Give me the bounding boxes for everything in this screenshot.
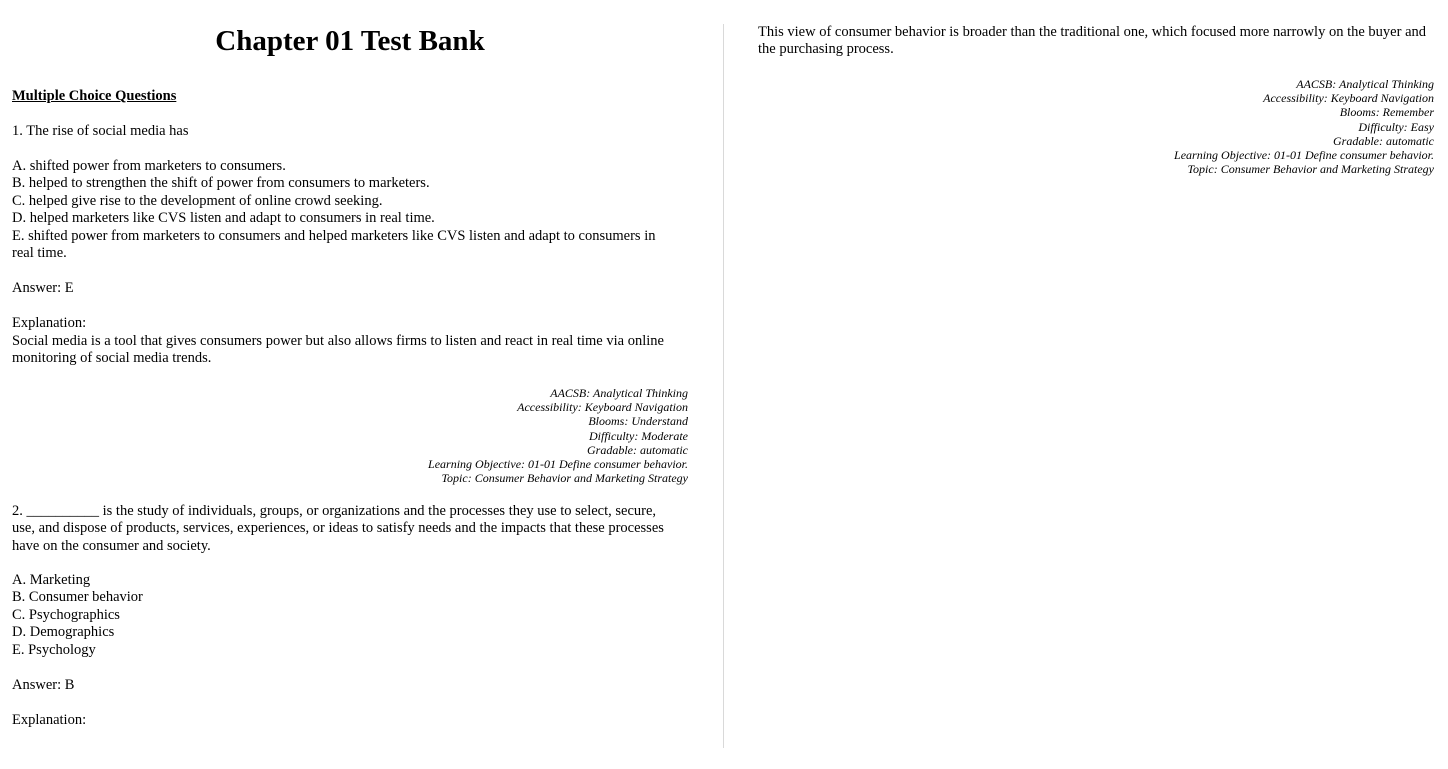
q2-option-d: D. Demographics [12, 624, 115, 641]
q1-meta-gradable: Gradable: automatic [587, 442, 688, 457]
q2-explanation: This view of consumer behavior is broader than the traditional one, which focused more narrowly on the buyer and the purchasing process. [758, 24, 1427, 58]
q2-meta-learning-objective: Learning Objective: 01-01 Define consumer behavior. [1174, 148, 1434, 163]
question-2-options [12, 572, 688, 659]
q1-explanation-label: Explanation: [12, 315, 87, 331]
q2-option-a: A. Marketing [12, 572, 91, 588]
q1-option-b: B. helped to strengthen the shift of power from consumers to marketers. [12, 175, 430, 192]
question-2-stem: 2. __________ is the study of individuals, groups, or organizations and the processes they use to select, secure, use, and dispose of products, services, experiences, or ideas to satisfy needs and the impacts that these processes have on the consumer and society. [12, 503, 664, 554]
q1-option-a: A. shifted power from marketers to consumers. [12, 158, 286, 174]
q1-option-e: E. shifted power from marketers to consumers and helped marketers like CVS listen and adapt to consumers in real time. [12, 227, 656, 262]
column-divider [723, 24, 724, 748]
q2-meta-topic: Topic: Consumer Behavior and Marketing Strategy [1187, 162, 1434, 177]
page-title: Chapter 01 Test Bank [215, 25, 485, 57]
q2-option-b: B. Consumer behavior [12, 589, 143, 606]
q1-meta-blooms: Blooms: Understand [588, 414, 688, 429]
q2-meta-gradable: Gradable: automatic [1333, 133, 1434, 148]
q2-meta-difficulty: Difficulty: Easy [1358, 119, 1434, 134]
q1-option-c: C. helped give rise to the development of online crowd seeking. [12, 192, 383, 209]
q2-meta-blooms: Blooms: Remember [1339, 105, 1434, 120]
q1-metadata [12, 386, 688, 485]
section-title: Multiple Choice Questions [12, 88, 177, 104]
q1-meta-difficulty: Difficulty: Moderate [589, 428, 688, 443]
q2-metadata [758, 77, 1434, 176]
q1-option-d: D. helped marketers like CVS listen and adapt to consumers in real time. [12, 210, 435, 227]
q1-explanation: Social media is a tool that gives consumers power but also allows firms to listen and react in real time via online monitoring of social media trends. [12, 333, 664, 367]
q1-answer: Answer: E [12, 280, 74, 296]
q2-explanation-label: Explanation: [12, 712, 87, 728]
right-column [758, 24, 1434, 177]
q1-meta-aacsb: AACSB: Analytical Thinking [550, 386, 688, 400]
q1-meta-topic: Topic: Consumer Behavior and Marketing Strategy [441, 471, 688, 486]
question-1-options [12, 158, 688, 262]
question-1-stem: 1. The rise of social media has [12, 123, 189, 139]
q2-option-e: E. Psychology [12, 641, 96, 658]
q2-meta-aacsb: AACSB: Analytical Thinking [1296, 77, 1434, 91]
q2-answer: Answer: B [12, 677, 75, 693]
q1-meta-accessibility: Accessibility: Keyboard Navigation [517, 400, 688, 415]
q2-meta-accessibility: Accessibility: Keyboard Navigation [1263, 91, 1434, 106]
q2-option-c: C. Psychographics [12, 606, 120, 623]
q1-meta-learning-objective: Learning Objective: 01-01 Define consumer behavior. [428, 457, 688, 472]
